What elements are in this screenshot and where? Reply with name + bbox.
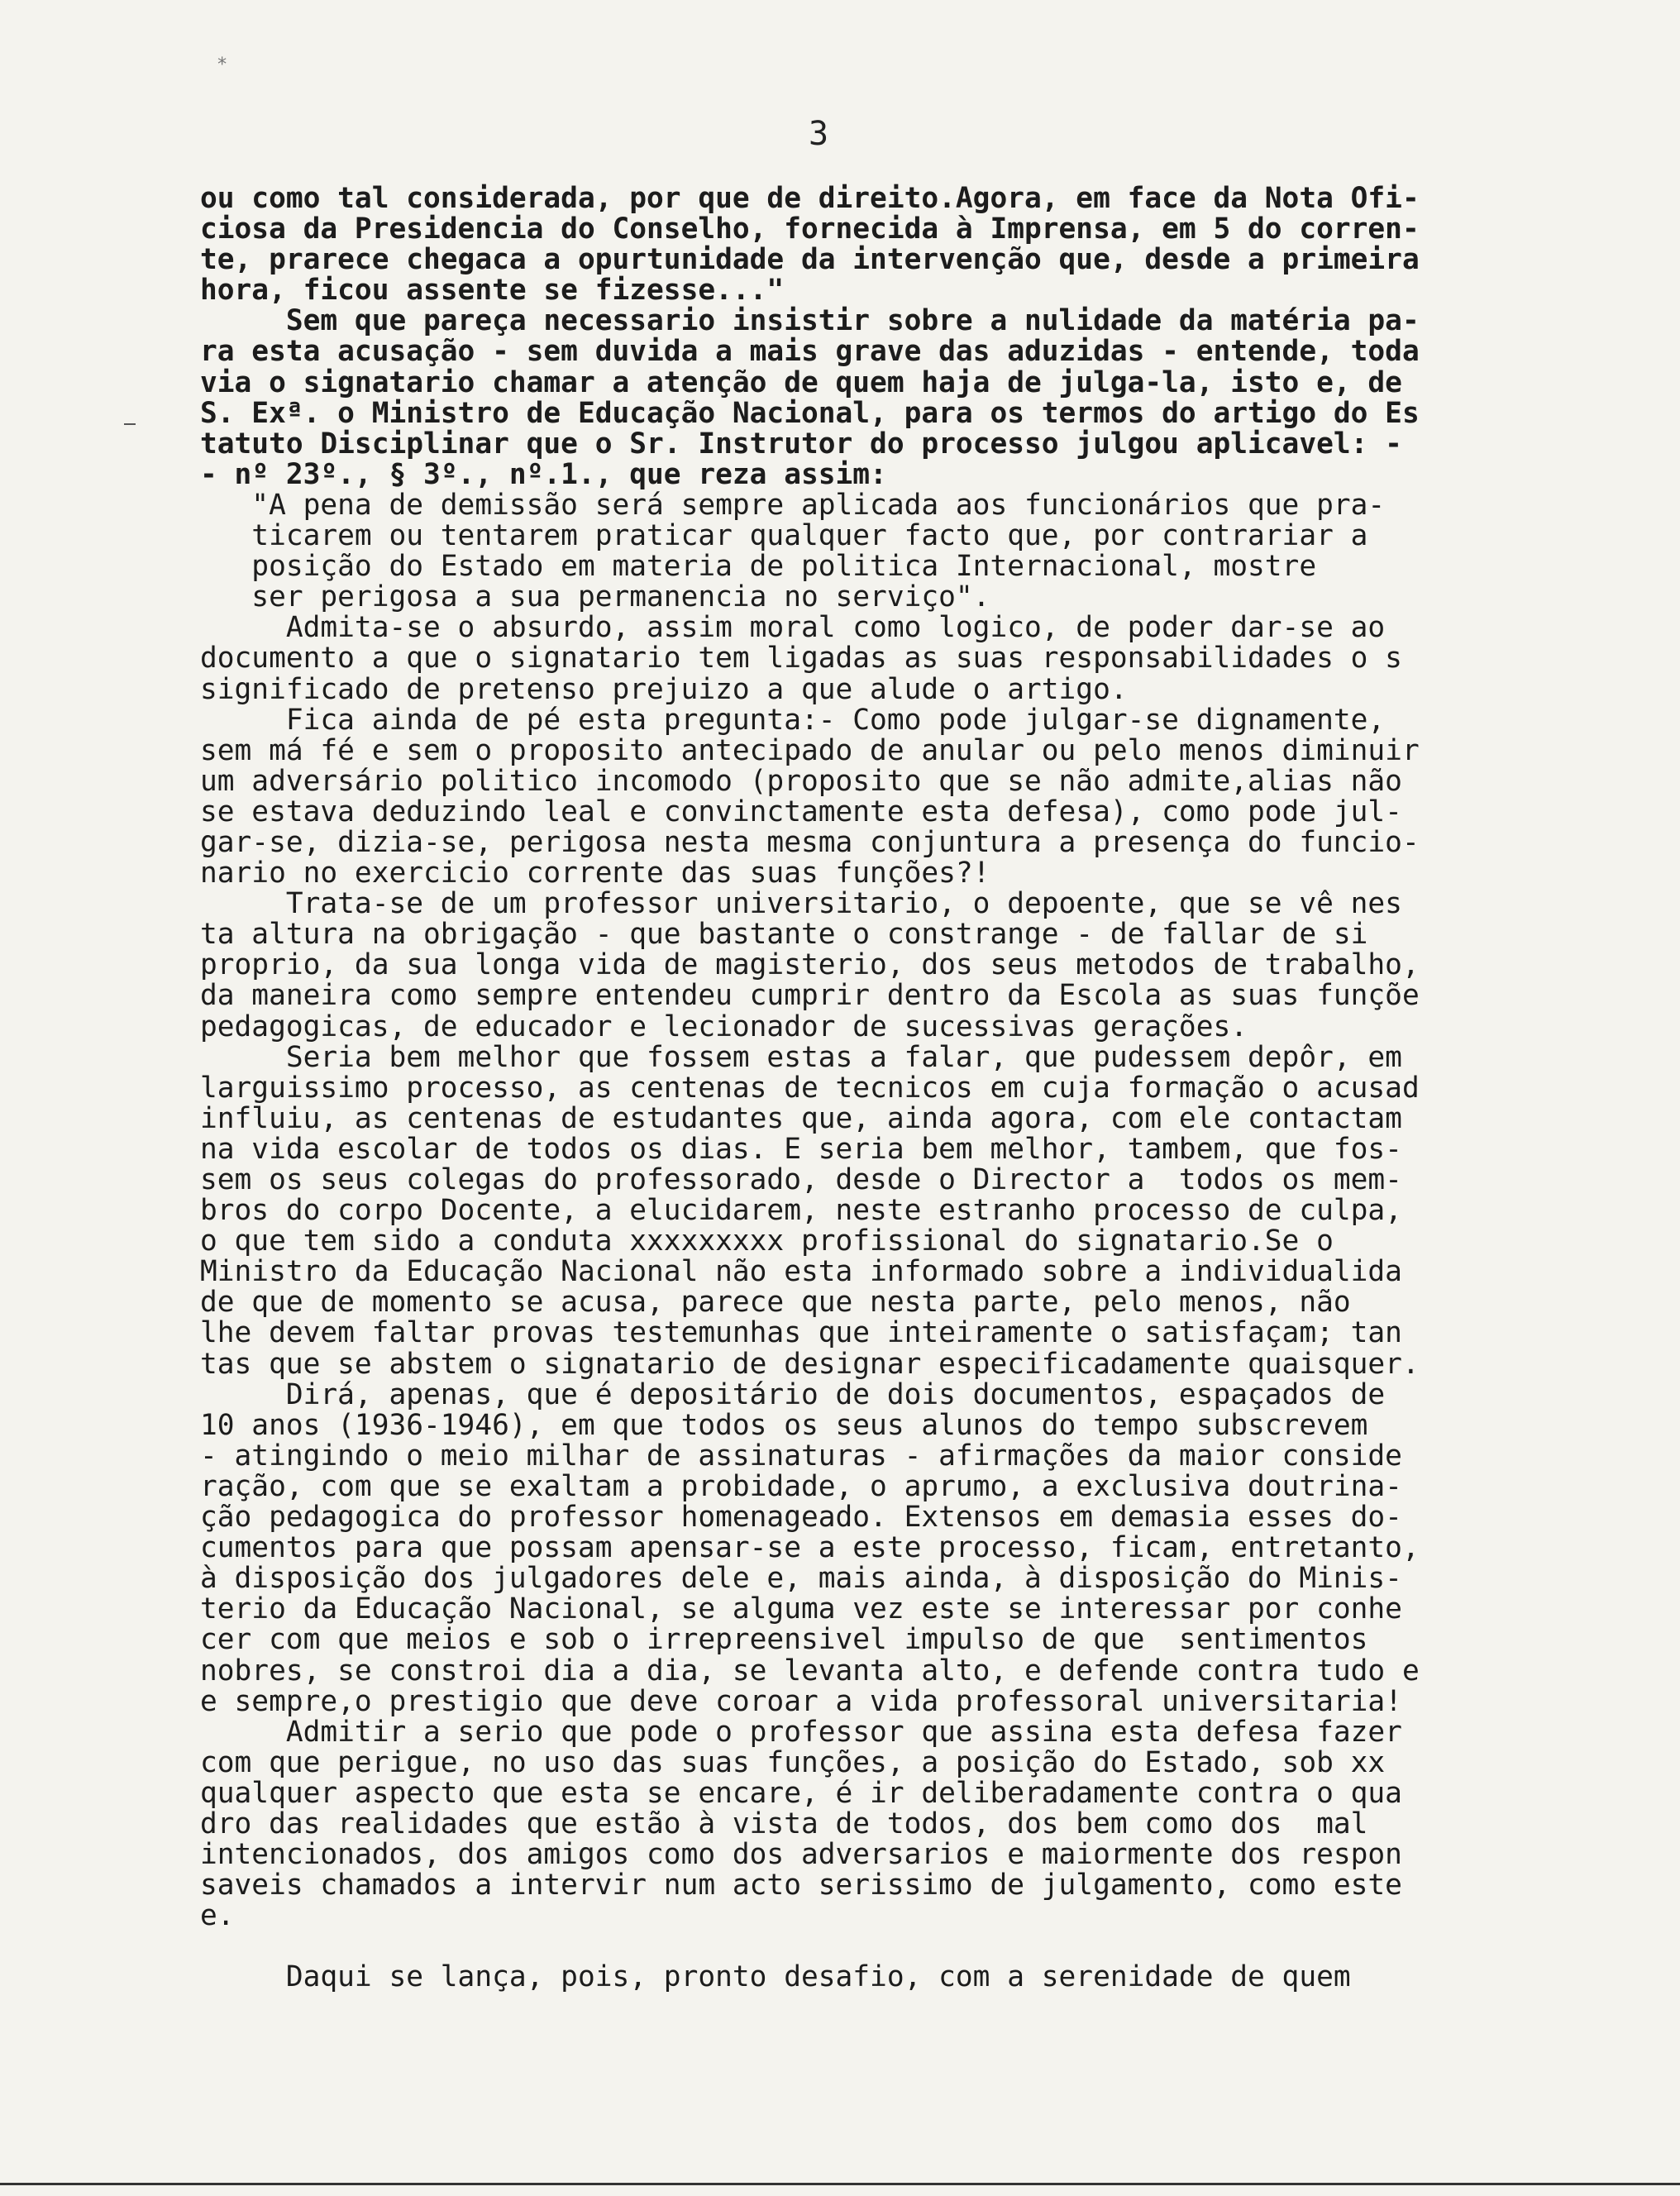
- text-line: Dirá, apenas, que é depositário de dois documentos, espaçados de: [200, 1377, 1386, 1411]
- text-line: tatuto Disciplinar que o Sr. Instrutor do processo julgou aplicavel: -: [200, 427, 1402, 461]
- text-line: [200, 1931, 1651, 1962]
- text-line: significado de pretenso prejuizo a que alude o artigo.: [200, 672, 1128, 706]
- text-line: ou como tal considerada, por que de direito.Agora, em face da Nota Ofi-: [200, 182, 1420, 215]
- text-line: S. Exª. o Ministro de Educação Nacional, para os termos do artigo do Es: [200, 396, 1420, 430]
- text-line: de que de momento se acusa, parece que nesta parte, pelo menos, não: [200, 1286, 1351, 1320]
- text-line: ra esta acusação - sem duvida a mais grave das aduzidas - entende, toda: [200, 335, 1420, 369]
- text-line: qualquer aspecto que esta se encare, é ir deliberadamente contra o qua: [200, 1776, 1402, 1810]
- text-line: ticarem ou tentarem praticar qualquer facto que, por contrariar a: [200, 519, 1368, 553]
- text-line: cumentos para que possam apensar-se a este processo, ficam, entretanto,: [200, 1531, 1420, 1565]
- text-line: Sem que pareça necessario insistir sobre a nulidade da matéria pa-: [200, 304, 1420, 338]
- text-line: nario no exercicio corrente das suas funções?!: [200, 857, 990, 890]
- margin-mark: [124, 423, 136, 425]
- text-line: hora, ficou assente se fizesse...": [200, 274, 785, 308]
- text-line: ção pedagogica do professor homenageado. Extensos em demasia esses do-: [200, 1501, 1402, 1535]
- text-line: Trata-se de um professor universitario, o depoente, que se vê nes: [200, 887, 1402, 921]
- text-line: Admitir a serio que pode o professor que assina esta defesa fazer: [200, 1715, 1402, 1749]
- text-line: te, prarece chegaca a opurtunidade da intervenção que, desde a primeira: [200, 243, 1420, 277]
- text-line: Ministro da Educação Nacional não esta informado sobre a individualida: [200, 1255, 1402, 1289]
- text-line: posição do Estado em materia de politica Internacional, mostre: [200, 550, 1317, 584]
- text-line: gar-se, dizia-se, perigosa nesta mesma conjuntura a presença do funcio-: [200, 825, 1420, 859]
- text-line: Seria bem melhor que fossem estas a falar, que pudessem depôr, em: [200, 1040, 1402, 1074]
- scan-speck: *: [217, 55, 228, 75]
- text-line: Daqui se lança, pois, pronto desafio, com a serenidade de quem: [200, 1960, 1351, 1994]
- text-line: ração, com que se exaltam a probidade, o aprumo, a exclusiva doutrina-: [200, 1469, 1402, 1503]
- scan-bottom-edge: [0, 2183, 1680, 2185]
- text-line: intencionados, dos amigos como dos adversarios e maiormente dos respon: [200, 1838, 1402, 1872]
- text-line: pedagogicas, de educador e lecionador de sucessivas gerações.: [200, 1010, 1248, 1043]
- text-line: influiu, as centenas de estudantes que, ainda agora, com ele contactam: [200, 1101, 1402, 1135]
- text-line: documento a que o signatario tem ligadas as suas responsabilidades o s: [200, 642, 1402, 676]
- text-line: e.: [200, 1899, 235, 1933]
- text-line: larguissimo processo, as centenas de tecnicos em cuja formação o acusad: [200, 1071, 1420, 1105]
- text-line: bros do corpo Docente, a elucidarem, neste estranho processo de culpa,: [200, 1194, 1402, 1228]
- text-line: nobres, se constroi dia a dia, se levanta alto, e defende contra tudo e: [200, 1654, 1420, 1688]
- text-line: saveis chamados a intervir num acto serissimo de julgamento, como este: [200, 1869, 1402, 1902]
- text-line: tas que se abstem o signatario de designar especificadamente quaisquer.: [200, 1347, 1420, 1381]
- text-line: com que perigue, no uso das suas funções, a posição do Estado, sob xx: [200, 1745, 1386, 1779]
- text-line: se estava deduzindo leal e convinctamente esta defesa), como pode jul-: [200, 795, 1402, 828]
- text-line: ta altura na obrigação - que bastante o constrange - de fallar de si: [200, 918, 1368, 952]
- text-line: - atingindo o meio milhar de assinaturas - afirmações da maior conside: [200, 1439, 1402, 1473]
- text-line: proprio, da sua longa vida de magisterio, dos seus metodos de trabalho,: [200, 948, 1420, 982]
- page-number: 3: [809, 115, 829, 153]
- text-line: cer com que meios e sob o irrepreensivel impulso de que sentimentos: [200, 1623, 1368, 1657]
- text-line: Fica ainda de pé esta pregunta:- Como pode julgar-se dignamente,: [200, 703, 1386, 737]
- text-line: via o signatario chamar a atenção de quem haja de julga-la, isto e, de: [200, 365, 1402, 399]
- text-line: um adversário politico incomodo (proposito que se não admite,alias não: [200, 764, 1402, 798]
- text-line: 10 anos (1936-1946), em que todos os seus alunos do tempo subscrevem: [200, 1408, 1368, 1442]
- text-line: sem os seus colegas do professorado, desde o Director a todos os mem-: [200, 1163, 1402, 1196]
- text-line: ser perigosa a sua permanencia no serviço".: [200, 580, 990, 614]
- text-line: lhe devem faltar provas testemunhas que inteiramente o satisfaçam; tan: [200, 1316, 1402, 1350]
- text-line: dro das realidades que estão à vista de todos, dos bem como dos mal: [200, 1807, 1368, 1840]
- text-line: terio da Educação Nacional, se alguma vez este se interessar por conhe: [200, 1592, 1402, 1626]
- text-line: Admita-se o absurdo, assim moral como logico, de poder dar-se ao: [200, 611, 1386, 645]
- text-line: o que tem sido a conduta xxxxxxxxx profissional do signatario.Se o: [200, 1225, 1334, 1258]
- text-line: na vida escolar de todos os dias. E seria bem melhor, tambem, que fos-: [200, 1132, 1402, 1166]
- text-line: ciosa da Presidencia do Conselho, fornecida à Imprensa, em 5 do corren-: [200, 212, 1420, 246]
- text-line: da maneira como sempre entendeu cumprir dentro da Escola as suas funçõe: [200, 979, 1420, 1013]
- text-line: - nº 23º., § 3º., nº.1., que reza assim:: [200, 457, 887, 491]
- text-line: "A pena de demissão será sempre aplicada aos funcionários que pra-: [200, 488, 1386, 522]
- typewritten-body: [200, 184, 1651, 1993]
- text-line: e sempre,o prestigio que deve coroar a vida professoral universitaria!: [200, 1684, 1402, 1718]
- text-line: à disposição dos julgadores dele e, mais ainda, à disposição do Minis-: [200, 1562, 1402, 1596]
- text-line: sem má fé e sem o proposito antecipado de anular ou pelo menos diminuir: [200, 733, 1420, 767]
